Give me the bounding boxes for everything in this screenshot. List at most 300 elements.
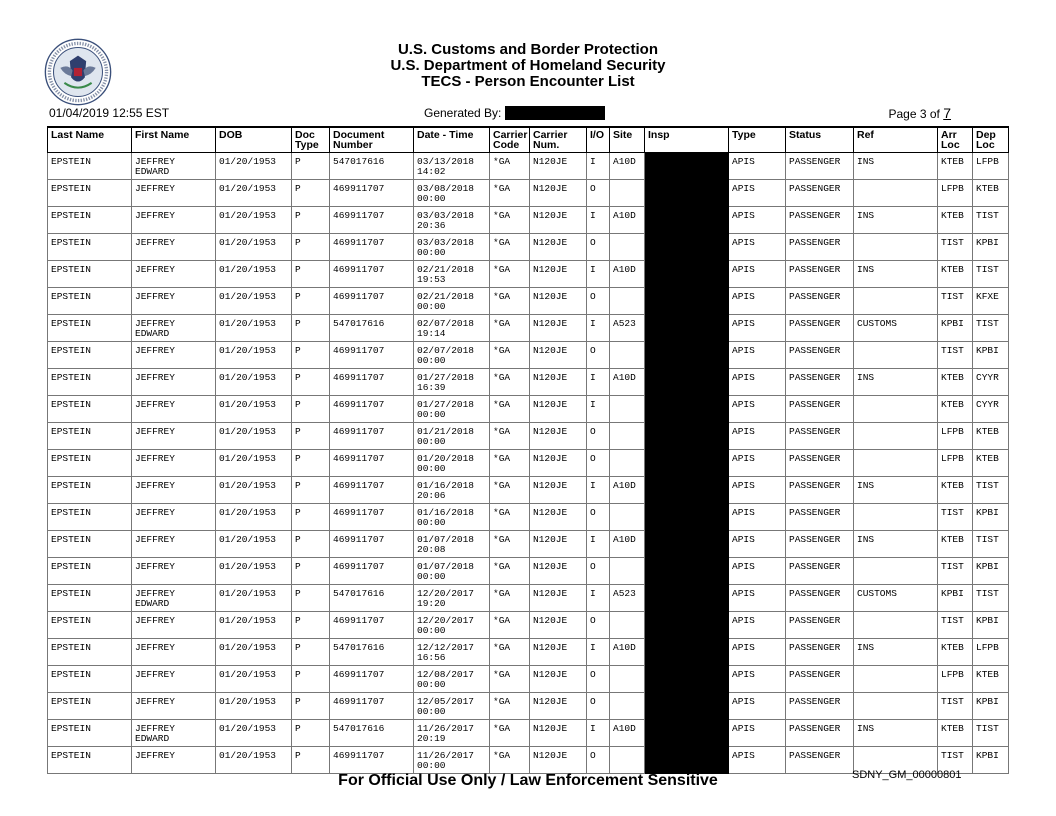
table-cell: 01/21/2018 00:00 [414, 423, 490, 450]
table-cell: *GA [490, 450, 530, 477]
table-cell: N120JE [530, 342, 587, 369]
title-line-report: TECS - Person Encounter List [421, 73, 635, 90]
table-cell: N120JE [530, 612, 587, 639]
table-cell: 469911707 [330, 234, 414, 261]
table-cell: 01/07/2018 20:08 [414, 531, 490, 558]
table-cell: KTEB [938, 369, 973, 396]
table-cell [854, 288, 938, 315]
table-cell: 12/20/2017 00:00 [414, 612, 490, 639]
table-cell [854, 423, 938, 450]
table-cell: 469911707 [330, 747, 414, 774]
table-cell: *GA [490, 639, 530, 666]
table-cell: LFPB [973, 639, 1009, 666]
table-cell [610, 288, 645, 315]
table-cell: EPSTEIN [48, 207, 132, 234]
table-cell: P [292, 342, 330, 369]
column-header: I/O [587, 127, 610, 153]
table-cell: 01/20/1953 [216, 396, 292, 423]
table-cell: 469911707 [330, 423, 414, 450]
table-cell: P [292, 477, 330, 504]
table-row [48, 531, 1009, 558]
table-cell: PASSENGER [786, 180, 854, 207]
table-cell: APIS [729, 450, 786, 477]
table-cell: N120JE [530, 396, 587, 423]
table-cell: PASSENGER [786, 666, 854, 693]
table-cell: N120JE [530, 477, 587, 504]
table-cell: 547017616 [330, 153, 414, 180]
table-cell [854, 450, 938, 477]
table-cell: N120JE [530, 261, 587, 288]
redacted-cell [645, 558, 729, 585]
table-cell: JEFFREY [132, 369, 216, 396]
table-cell: *GA [490, 720, 530, 747]
table-cell: 01/20/1953 [216, 423, 292, 450]
column-header: Dep Loc [973, 127, 1009, 153]
table-row [48, 558, 1009, 585]
column-header: Site [610, 127, 645, 153]
table-cell: 01/20/1953 [216, 666, 292, 693]
table-row [48, 639, 1009, 666]
table-cell: APIS [729, 531, 786, 558]
table-cell: PASSENGER [786, 693, 854, 720]
table-cell: 547017616 [330, 720, 414, 747]
table-cell [610, 693, 645, 720]
table-cell: N120JE [530, 369, 587, 396]
table-cell: 547017616 [330, 639, 414, 666]
table-row [48, 369, 1009, 396]
table-cell: JEFFREY EDWARD [132, 315, 216, 342]
table-cell: JEFFREY EDWARD [132, 585, 216, 612]
table-cell: PASSENGER [786, 207, 854, 234]
table-cell [854, 234, 938, 261]
table-cell: APIS [729, 207, 786, 234]
table-cell: JEFFREY [132, 396, 216, 423]
table-row [48, 477, 1009, 504]
report-date: 01/04/2019 12:55 EST [49, 106, 170, 120]
table-cell: JEFFREY [132, 261, 216, 288]
table-cell: TIST [973, 261, 1009, 288]
column-header: Insp [645, 127, 729, 153]
table-cell: TIST [938, 558, 973, 585]
table-cell: 469911707 [330, 207, 414, 234]
table-cell: KTEB [938, 531, 973, 558]
table-cell: I [587, 396, 610, 423]
table-cell: *GA [490, 612, 530, 639]
table-cell: EPSTEIN [48, 153, 132, 180]
redacted-cell [645, 720, 729, 747]
table-cell: *GA [490, 423, 530, 450]
table-cell: 01/20/1953 [216, 477, 292, 504]
table-cell: N120JE [530, 666, 587, 693]
table-cell: PASSENGER [786, 288, 854, 315]
table-cell: A10D [610, 153, 645, 180]
table-cell: TIST [938, 612, 973, 639]
table-cell: 469911707 [330, 612, 414, 639]
table-cell: KPBI [938, 315, 973, 342]
table-row [48, 234, 1009, 261]
title-line-dhs: U.S. Department of Homeland Security [390, 57, 666, 74]
table-cell: 01/20/1953 [216, 585, 292, 612]
table-cell: I [587, 531, 610, 558]
table-cell: APIS [729, 261, 786, 288]
redacted-cell [645, 234, 729, 261]
column-header: Arr Loc [938, 127, 973, 153]
table-cell [854, 558, 938, 585]
table-cell: TIST [938, 342, 973, 369]
table-row [48, 585, 1009, 612]
table-cell: 469911707 [330, 666, 414, 693]
redacted-cell [645, 342, 729, 369]
table-cell: KPBI [973, 558, 1009, 585]
table-cell: EPSTEIN [48, 396, 132, 423]
table-cell: EPSTEIN [48, 639, 132, 666]
table-cell: A523 [610, 585, 645, 612]
table-cell: PASSENGER [786, 369, 854, 396]
encounter-table [47, 126, 1009, 774]
table-cell: PASSENGER [786, 477, 854, 504]
table-cell: APIS [729, 342, 786, 369]
table-cell: INS [854, 531, 938, 558]
table-cell: APIS [729, 558, 786, 585]
table-cell: KPBI [973, 504, 1009, 531]
table-cell: APIS [729, 612, 786, 639]
table-row [48, 288, 1009, 315]
redacted-cell [645, 396, 729, 423]
table-cell: PASSENGER [786, 747, 854, 774]
column-header: Carrier Num. [530, 127, 587, 153]
table-cell: KPBI [938, 585, 973, 612]
table-cell: A10D [610, 261, 645, 288]
table-cell: JEFFREY [132, 180, 216, 207]
table-cell: 01/20/1953 [216, 747, 292, 774]
table-row [48, 612, 1009, 639]
table-cell: JEFFREY [132, 666, 216, 693]
table-cell: P [292, 180, 330, 207]
table-body [48, 153, 1009, 774]
table-row [48, 693, 1009, 720]
table-cell: INS [854, 207, 938, 234]
table-cell: EPSTEIN [48, 693, 132, 720]
table-cell: 03/03/2018 20:36 [414, 207, 490, 234]
table-cell: PASSENGER [786, 639, 854, 666]
redacted-cell [645, 261, 729, 288]
table-row [48, 423, 1009, 450]
table-cell [610, 423, 645, 450]
table-cell: APIS [729, 666, 786, 693]
table-cell: APIS [729, 153, 786, 180]
table-cell: N120JE [530, 180, 587, 207]
table-cell: P [292, 234, 330, 261]
table-cell: LFPB [973, 153, 1009, 180]
table-cell: JEFFREY [132, 288, 216, 315]
table-cell [854, 396, 938, 423]
table-cell: 469911707 [330, 180, 414, 207]
table-cell [610, 747, 645, 774]
table-cell: N120JE [530, 504, 587, 531]
table-cell: A10D [610, 477, 645, 504]
table-cell: EPSTEIN [48, 450, 132, 477]
table-cell: TIST [973, 315, 1009, 342]
table-cell: P [292, 288, 330, 315]
table-cell: 02/07/2018 19:14 [414, 315, 490, 342]
table-cell [854, 693, 938, 720]
table-cell: P [292, 396, 330, 423]
table-cell: PASSENGER [786, 558, 854, 585]
table-cell: 469911707 [330, 261, 414, 288]
table-cell: *GA [490, 477, 530, 504]
table-cell [854, 342, 938, 369]
table-cell: PASSENGER [786, 423, 854, 450]
table-cell: TIST [973, 207, 1009, 234]
table-cell: 469911707 [330, 504, 414, 531]
table-cell: APIS [729, 369, 786, 396]
table-cell: CUSTOMS [854, 315, 938, 342]
table-cell: 469911707 [330, 369, 414, 396]
table-cell: APIS [729, 477, 786, 504]
table-cell: INS [854, 153, 938, 180]
table-cell: APIS [729, 423, 786, 450]
table-cell: TIST [938, 693, 973, 720]
table-cell: CUSTOMS [854, 585, 938, 612]
table-cell: APIS [729, 693, 786, 720]
table-cell: N120JE [530, 693, 587, 720]
table-cell: 547017616 [330, 585, 414, 612]
table-cell: P [292, 720, 330, 747]
table-cell: EPSTEIN [48, 423, 132, 450]
table-cell: 01/27/2018 16:39 [414, 369, 490, 396]
table-cell: KTEB [973, 423, 1009, 450]
table-cell: 01/20/1953 [216, 153, 292, 180]
table-cell: N120JE [530, 234, 587, 261]
table-cell: LFPB [938, 180, 973, 207]
table-cell: JEFFREY [132, 342, 216, 369]
table-cell: N120JE [530, 288, 587, 315]
table-cell: CYYR [973, 369, 1009, 396]
table-cell: N120JE [530, 639, 587, 666]
table-cell: PASSENGER [786, 585, 854, 612]
document-id: SDNY_GM_00000801 [852, 769, 962, 781]
redacted-cell [645, 369, 729, 396]
table-cell: P [292, 369, 330, 396]
table-cell: 01/20/1953 [216, 180, 292, 207]
column-header: Ref [854, 127, 938, 153]
table-cell: 12/08/2017 00:00 [414, 666, 490, 693]
table-cell: EPSTEIN [48, 315, 132, 342]
redacted-cell [645, 288, 729, 315]
table-cell: APIS [729, 315, 786, 342]
table-cell: PASSENGER [786, 612, 854, 639]
table-cell: 11/26/2017 00:00 [414, 747, 490, 774]
table-cell: P [292, 747, 330, 774]
table-cell: KTEB [973, 450, 1009, 477]
table-cell: *GA [490, 666, 530, 693]
table-cell: JEFFREY [132, 207, 216, 234]
table-cell: 01/27/2018 00:00 [414, 396, 490, 423]
table-cell: 12/20/2017 19:20 [414, 585, 490, 612]
table-cell: PASSENGER [786, 234, 854, 261]
redacted-cell [645, 531, 729, 558]
table-cell: I [587, 207, 610, 234]
table-cell: EPSTEIN [48, 180, 132, 207]
table-cell: EPSTEIN [48, 612, 132, 639]
table-cell: A10D [610, 531, 645, 558]
report-title [0, 42, 1056, 90]
column-header: First Name [132, 127, 216, 153]
table-row [48, 207, 1009, 234]
table-cell [610, 180, 645, 207]
table-cell: P [292, 639, 330, 666]
table-cell: O [587, 450, 610, 477]
table-cell: TIST [938, 288, 973, 315]
table-cell: PASSENGER [786, 720, 854, 747]
table-cell: 469911707 [330, 288, 414, 315]
table-cell: KTEB [938, 639, 973, 666]
table-cell: A10D [610, 639, 645, 666]
table-cell: 03/03/2018 00:00 [414, 234, 490, 261]
table-cell: P [292, 423, 330, 450]
table-cell: 01/20/1953 [216, 207, 292, 234]
table-cell: I [587, 153, 610, 180]
table-cell: P [292, 450, 330, 477]
table-cell: *GA [490, 693, 530, 720]
table-cell: 01/20/1953 [216, 342, 292, 369]
table-cell [854, 666, 938, 693]
table-cell: P [292, 153, 330, 180]
table-cell: *GA [490, 504, 530, 531]
table-cell: JEFFREY [132, 531, 216, 558]
table-cell: O [587, 504, 610, 531]
table-cell [610, 558, 645, 585]
column-header: Date - Time [414, 127, 490, 153]
table-cell: A10D [610, 720, 645, 747]
table-cell: A10D [610, 207, 645, 234]
table-cell: EPSTEIN [48, 585, 132, 612]
table-cell: PASSENGER [786, 531, 854, 558]
table-cell: KTEB [973, 666, 1009, 693]
table-cell: KTEB [938, 207, 973, 234]
table-cell: TIST [938, 234, 973, 261]
table-cell: KTEB [973, 180, 1009, 207]
table-cell [610, 612, 645, 639]
table-cell: KTEB [938, 261, 973, 288]
table-cell: TIST [973, 720, 1009, 747]
redacted-cell [645, 153, 729, 180]
table-cell [610, 666, 645, 693]
table-cell: INS [854, 369, 938, 396]
redacted-cell [645, 666, 729, 693]
table-cell: 01/20/2018 00:00 [414, 450, 490, 477]
table-header-row [48, 127, 1009, 153]
table-cell: LFPB [938, 450, 973, 477]
table-cell: O [587, 288, 610, 315]
table-cell: I [587, 315, 610, 342]
table-cell: APIS [729, 720, 786, 747]
table-cell: I [587, 639, 610, 666]
table-cell: 01/20/1953 [216, 234, 292, 261]
table-cell: N120JE [530, 558, 587, 585]
table-cell: *GA [490, 558, 530, 585]
table-cell: 01/20/1953 [216, 612, 292, 639]
table-cell: 01/20/1953 [216, 315, 292, 342]
table-cell: EPSTEIN [48, 747, 132, 774]
table-row [48, 180, 1009, 207]
table-cell: I [587, 477, 610, 504]
table-cell: APIS [729, 585, 786, 612]
table-cell: 01/16/2018 00:00 [414, 504, 490, 531]
table-cell [854, 504, 938, 531]
table-cell: TIST [938, 747, 973, 774]
table-cell: I [587, 585, 610, 612]
redacted-cell [645, 639, 729, 666]
table-cell: *GA [490, 234, 530, 261]
table-cell: O [587, 558, 610, 585]
table-cell: *GA [490, 180, 530, 207]
table-cell: P [292, 207, 330, 234]
table-cell: INS [854, 720, 938, 747]
column-header: Status [786, 127, 854, 153]
table-cell: P [292, 504, 330, 531]
table-cell: APIS [729, 504, 786, 531]
table-cell [610, 234, 645, 261]
table-row [48, 261, 1009, 288]
table-cell: JEFFREY [132, 612, 216, 639]
table-cell: *GA [490, 369, 530, 396]
table-cell: *GA [490, 288, 530, 315]
table-cell: PASSENGER [786, 315, 854, 342]
table-cell: N120JE [530, 720, 587, 747]
table-cell: JEFFREY [132, 639, 216, 666]
table-cell: 02/07/2018 00:00 [414, 342, 490, 369]
page-indicator [888, 106, 951, 120]
table-cell: KPBI [973, 342, 1009, 369]
table-cell: JEFFREY [132, 558, 216, 585]
table-row [48, 315, 1009, 342]
table-cell: O [587, 612, 610, 639]
table-cell: P [292, 693, 330, 720]
redacted-cell [645, 504, 729, 531]
table-cell: EPSTEIN [48, 234, 132, 261]
table-cell: *GA [490, 153, 530, 180]
table-row [48, 342, 1009, 369]
table-cell: P [292, 612, 330, 639]
table-cell: CYYR [973, 396, 1009, 423]
table-cell: LFPB [938, 666, 973, 693]
table-cell: 469911707 [330, 531, 414, 558]
table-cell: I [587, 720, 610, 747]
table-cell: KPBI [973, 747, 1009, 774]
table-cell: KFXE [973, 288, 1009, 315]
table-cell: 01/20/1953 [216, 693, 292, 720]
table-cell: TIST [973, 585, 1009, 612]
table-cell: TIST [938, 504, 973, 531]
table-cell: JEFFREY EDWARD [132, 720, 216, 747]
table-cell: 02/21/2018 19:53 [414, 261, 490, 288]
table-cell [610, 342, 645, 369]
classification-notice: For Official Use Only / Law Enforcement Sensitive [338, 772, 718, 789]
table-cell: APIS [729, 396, 786, 423]
table-cell: N120JE [530, 585, 587, 612]
table-cell: O [587, 180, 610, 207]
table-cell [610, 450, 645, 477]
table-cell: *GA [490, 747, 530, 774]
table-cell: KTEB [938, 396, 973, 423]
redaction-box [505, 106, 605, 120]
table-row [48, 720, 1009, 747]
redacted-cell [645, 477, 729, 504]
table-cell: N120JE [530, 315, 587, 342]
table-cell: JEFFREY [132, 747, 216, 774]
table-cell: JEFFREY [132, 477, 216, 504]
